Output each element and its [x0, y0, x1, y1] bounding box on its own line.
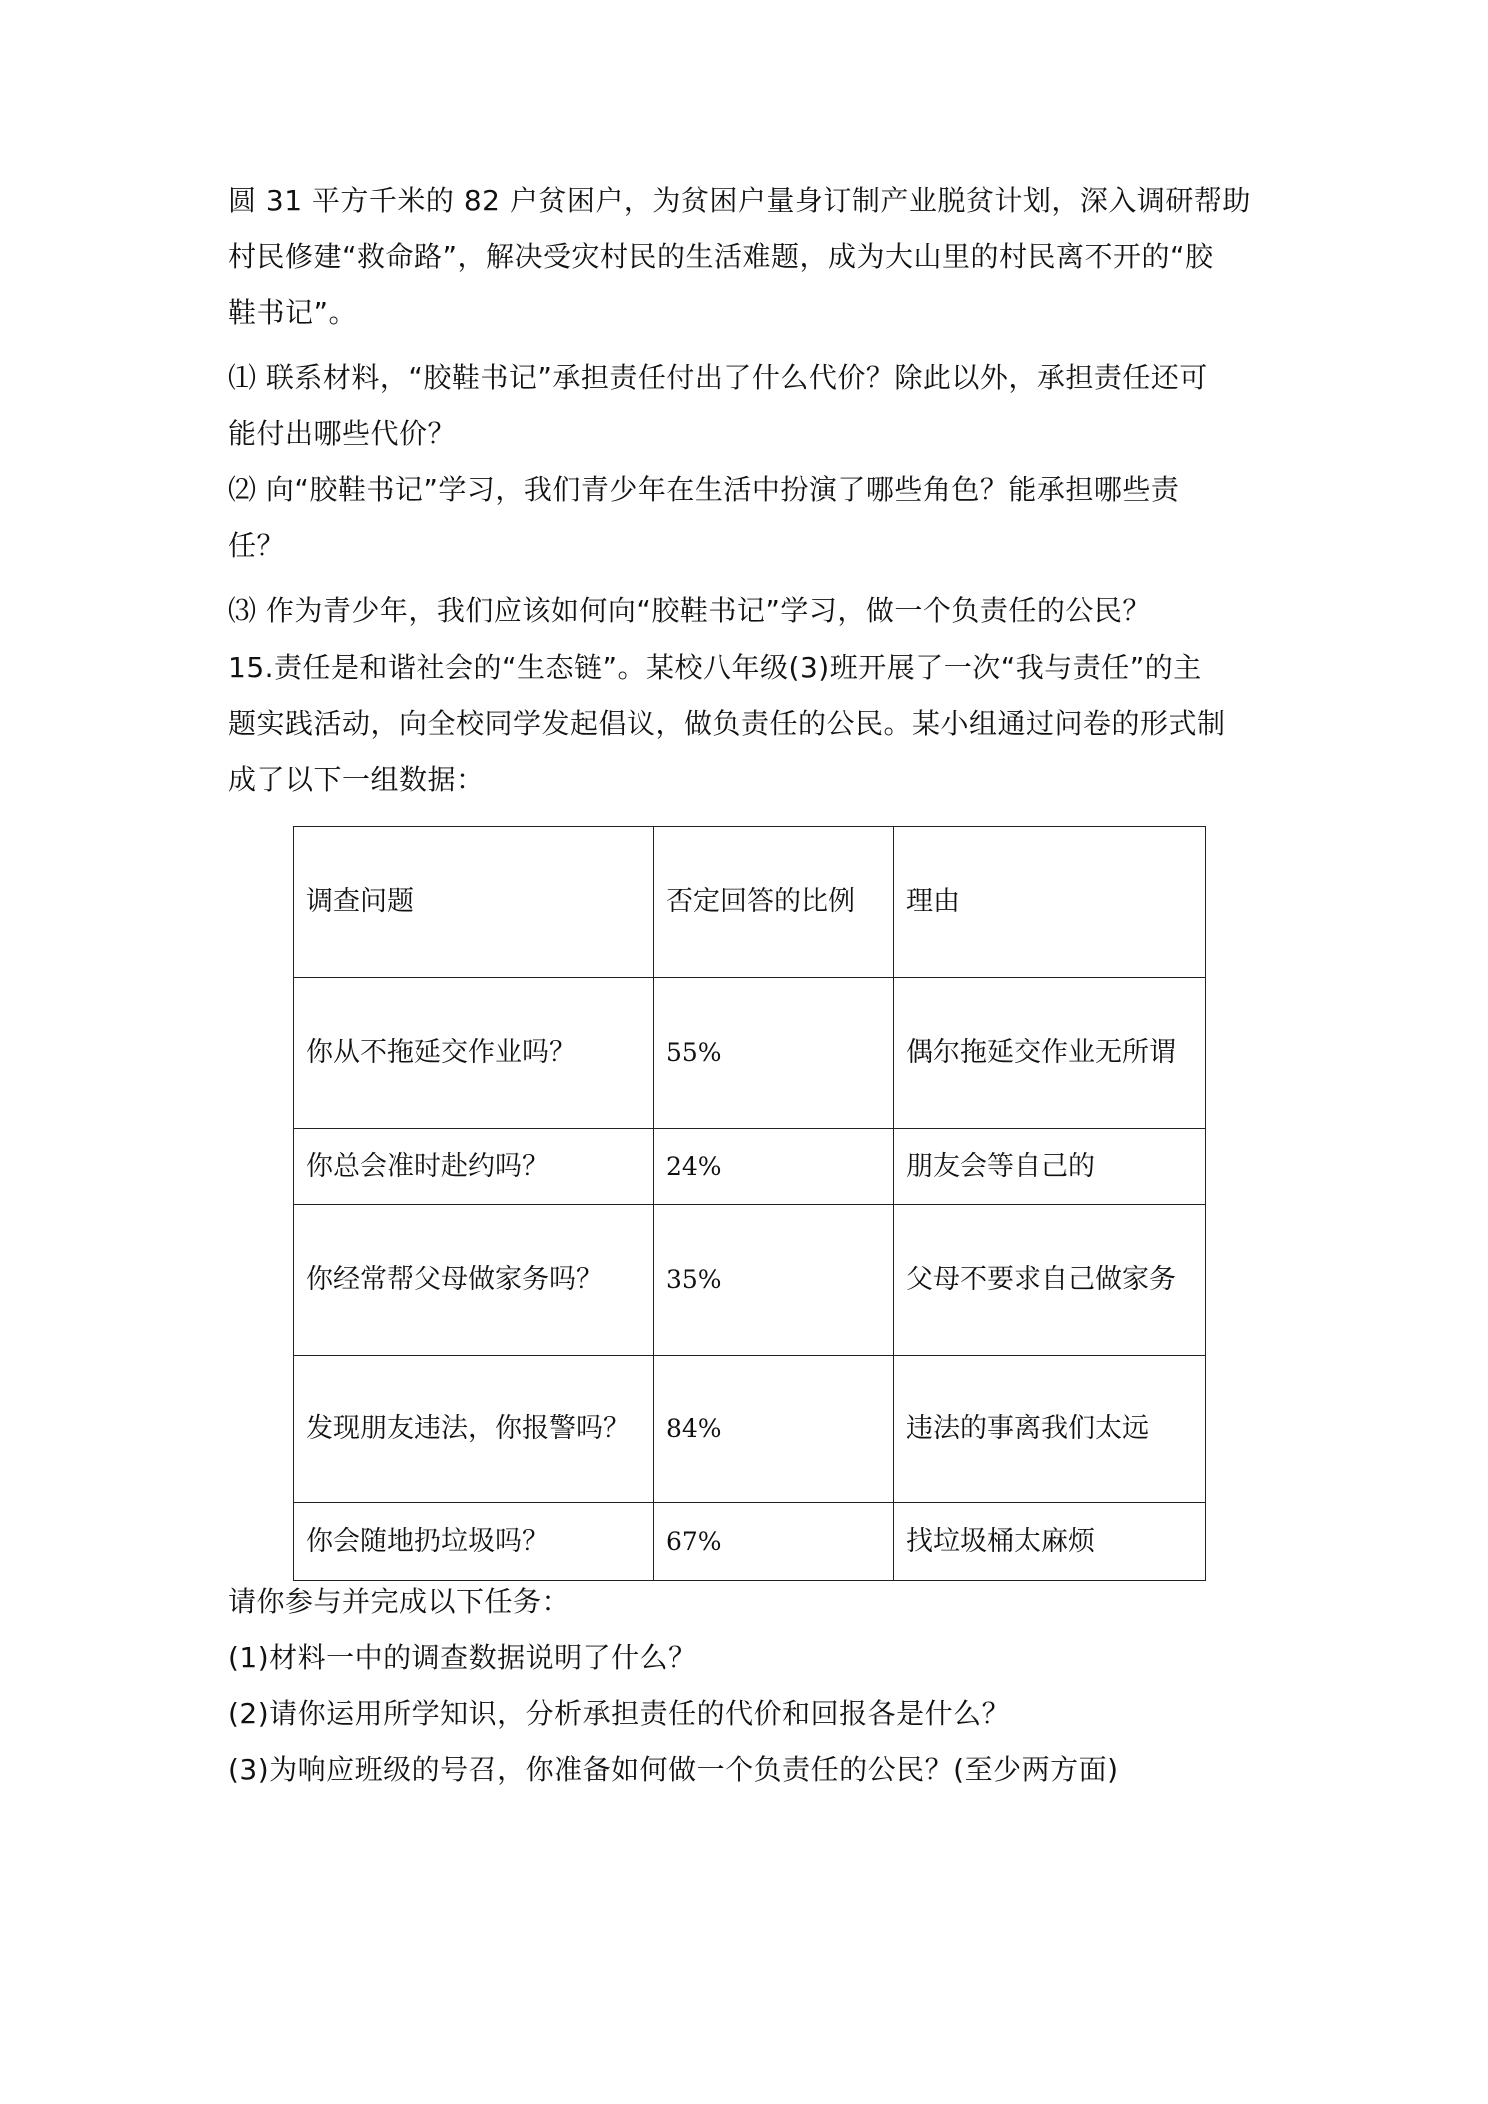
header-reason: 理由	[894, 827, 1206, 978]
sub-question-1-cont: 能付出哪些代价？	[228, 417, 457, 450]
question-15-line: 题实践活动，向全校同学发起倡议，做负责任的公民。某小组通过问卷的形式制	[228, 707, 1226, 740]
table-row	[294, 1356, 1206, 1503]
header-ratio: 否定回答的比例	[654, 827, 894, 978]
row-question: 你从不拖延交作业吗？	[294, 978, 654, 1129]
table-row	[294, 1129, 1206, 1205]
intro-line: 村民修建“救命路”，解决受灾村民的生活难题，成为大山里的村民离不开的“胶	[228, 240, 1214, 273]
sub-question-2-cont: 任？	[228, 529, 286, 562]
row-reason: 找垃圾桶太麻烦	[894, 1503, 1206, 1581]
task-1: (1)材料一中的调查数据说明了什么？	[228, 1641, 697, 1674]
row-ratio: 67%	[654, 1503, 894, 1581]
row-reason: 父母不要求自己做家务	[894, 1205, 1206, 1356]
row-ratio: 35%	[654, 1205, 894, 1356]
tasks-intro: 请你参与并完成以下任务：	[228, 1585, 571, 1618]
header-question: 调查问题	[294, 827, 654, 978]
table-row	[294, 978, 1206, 1129]
sub-question-3: ⑶ 作为青少年，我们应该如何向“胶鞋书记”学习，做一个负责任的公民？	[228, 594, 1151, 627]
row-reason: 偶尔拖延交作业无所谓	[894, 978, 1206, 1129]
row-ratio: 24%	[654, 1129, 894, 1205]
intro-line: 圆 31 平方千米的 82 户贫困户，为贫困户量身订制产业脱贫计划，深入调研帮助	[228, 184, 1251, 217]
table-row	[294, 1503, 1206, 1581]
sub-question-2: ⑵ 向“胶鞋书记”学习，我们青少年在生活中扮演了哪些角色？能承担哪些责	[228, 473, 1180, 506]
row-question: 你总会准时赴约吗？	[294, 1129, 654, 1205]
row-question: 你会随地扔垃圾吗？	[294, 1503, 654, 1581]
task-2: (2)请你运用所学知识，分析承担责任的代价和回报各是什么？	[228, 1697, 1011, 1730]
question-15-line: 15.责任是和谐社会的“生态链”。某校八年级(3)班开展了一次“我与责任”的主	[228, 651, 1202, 684]
table-header-row	[294, 827, 1206, 978]
row-reason: 朋友会等自己的	[894, 1129, 1206, 1205]
row-ratio: 84%	[654, 1356, 894, 1503]
intro-line: 鞋书记”。	[228, 296, 358, 329]
sub-question-1: ⑴ 联系材料，“胶鞋书记”承担责任付出了什么代价？除此以外，承担责任还可	[228, 361, 1208, 394]
row-question: 你经常帮父母做家务吗？	[294, 1205, 654, 1356]
task-3: (3)为响应班级的号召，你准备如何做一个负责任的公民？(至少两方面)	[228, 1753, 1119, 1786]
question-15-line: 成了以下一组数据：	[228, 763, 485, 796]
table-row	[294, 1205, 1206, 1356]
row-question: 发现朋友违法，你报警吗？	[294, 1356, 654, 1503]
row-ratio: 55%	[654, 978, 894, 1129]
survey-table	[293, 826, 1206, 1581]
row-reason: 违法的事离我们太远	[894, 1356, 1206, 1503]
